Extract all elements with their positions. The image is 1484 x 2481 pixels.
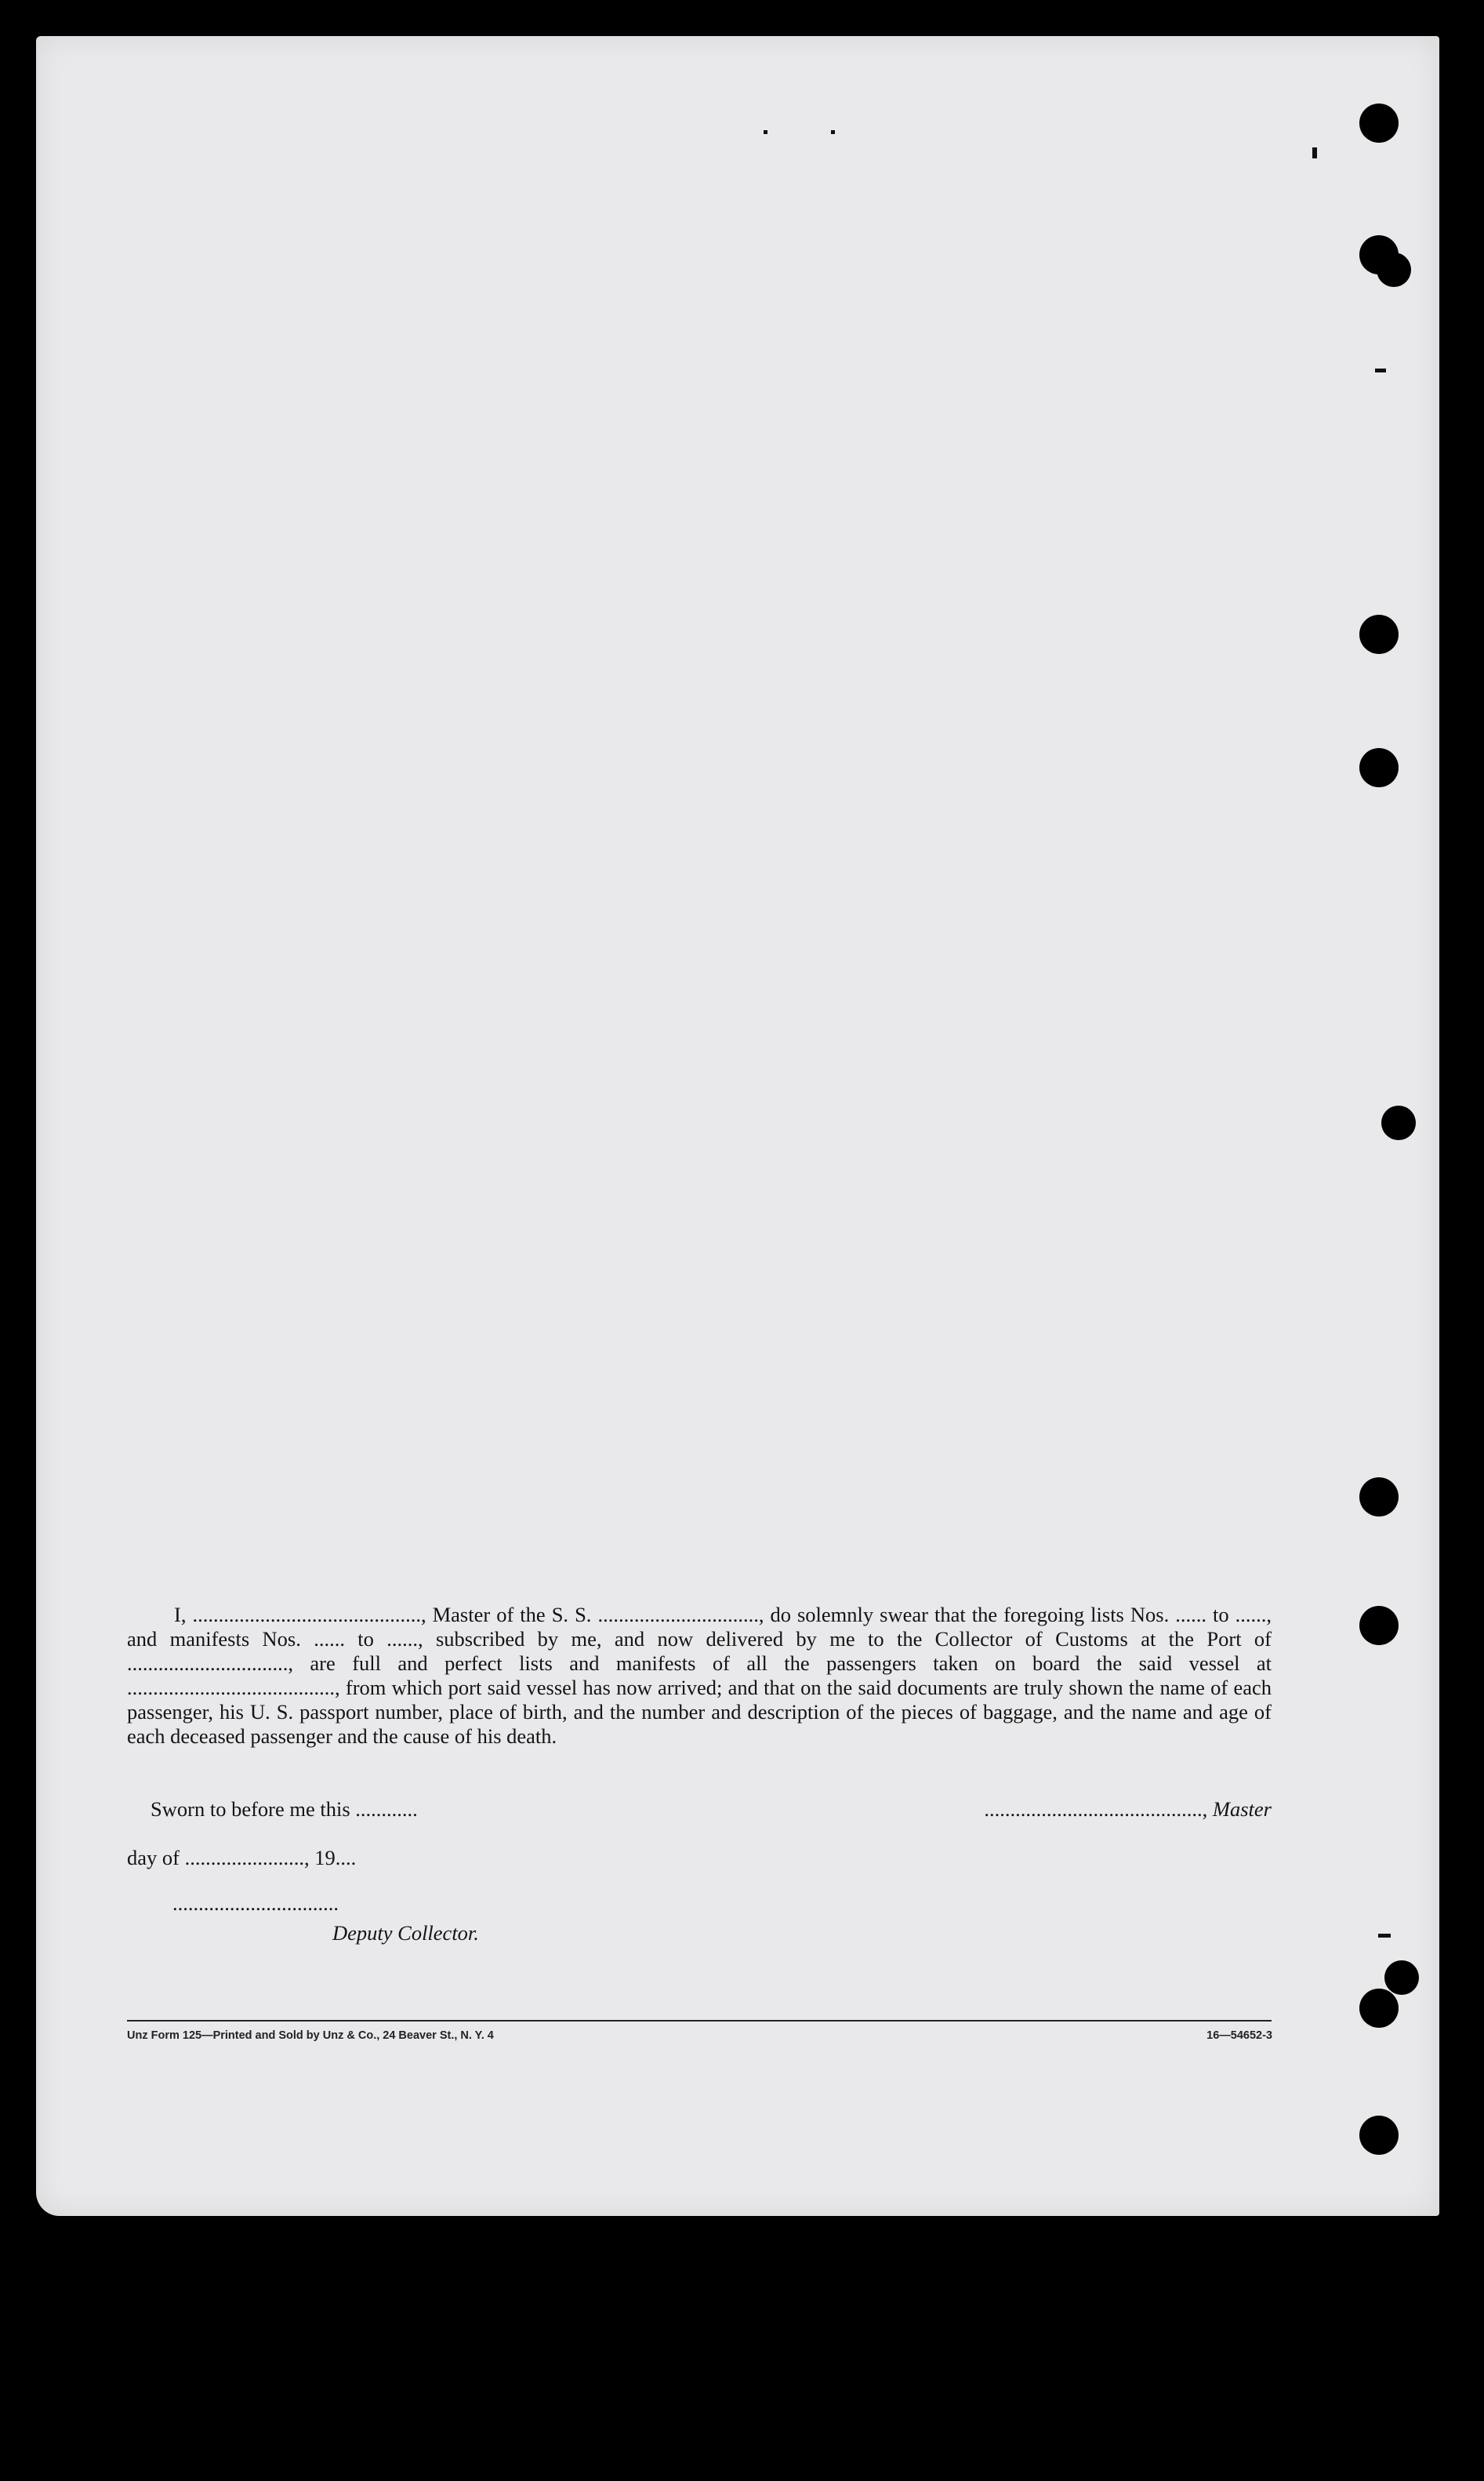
punch-hole xyxy=(1377,252,1411,287)
punch-hole xyxy=(1359,104,1399,143)
punch-hole xyxy=(1359,748,1399,787)
document-page xyxy=(36,36,1439,2216)
speck xyxy=(1375,369,1386,372)
deputy-signature-dots: ................................ xyxy=(172,1891,339,1915)
punch-hole xyxy=(1359,1989,1399,2028)
form-number: 16—54652-3 xyxy=(1206,2029,1272,2042)
oath-paragraph xyxy=(127,1603,1272,1749)
punch-hole xyxy=(1359,1606,1399,1645)
speck xyxy=(764,130,767,134)
day-text: day of ......................., 19.... xyxy=(127,1846,357,1869)
oath-text: I, ............................................, Master of the S. S. ..............................., do solemnly swear that the foregoing lists Nos. ...... to ......, and manifests Nos. ...... to ......, subscribed by me, and now delivered by me to the Collector of Customs at the Port of ..............................., are full and perfect lists and manifests of all the passengers taken on board the said vessel at ........................................, from which port said vessel has now arrived; and that on the said documents are truly shown the name of each passenger, his U. S. passport number, place of birth, and the number and description of the pieces of baggage, and the name and age of each deceased passenger and the cause of his death. xyxy=(127,1603,1272,1748)
sworn-text: Sworn to before me this ............ xyxy=(151,1797,418,1821)
show-through-marks xyxy=(232,99,1251,256)
printer-credit: Unz Form 125—Printed and Sold by Unz & Co., 24 Beaver St., N. Y. 4 xyxy=(127,2029,494,2042)
master-dots: .........................................., xyxy=(984,1797,1208,1821)
speck xyxy=(1378,1934,1391,1938)
speck xyxy=(831,130,835,134)
punch-hole xyxy=(1384,1960,1419,1995)
footer-divider xyxy=(127,2020,1272,2021)
punch-hole xyxy=(1359,2116,1399,2155)
punch-hole xyxy=(1381,1106,1416,1140)
deputy-collector-label: Deputy Collector. xyxy=(332,1921,479,1945)
master-label: Master xyxy=(1212,1797,1272,1821)
punch-hole xyxy=(1359,1477,1399,1517)
speck xyxy=(1312,147,1317,158)
punch-hole xyxy=(1359,615,1399,654)
master-signature-line xyxy=(984,1797,1272,1822)
